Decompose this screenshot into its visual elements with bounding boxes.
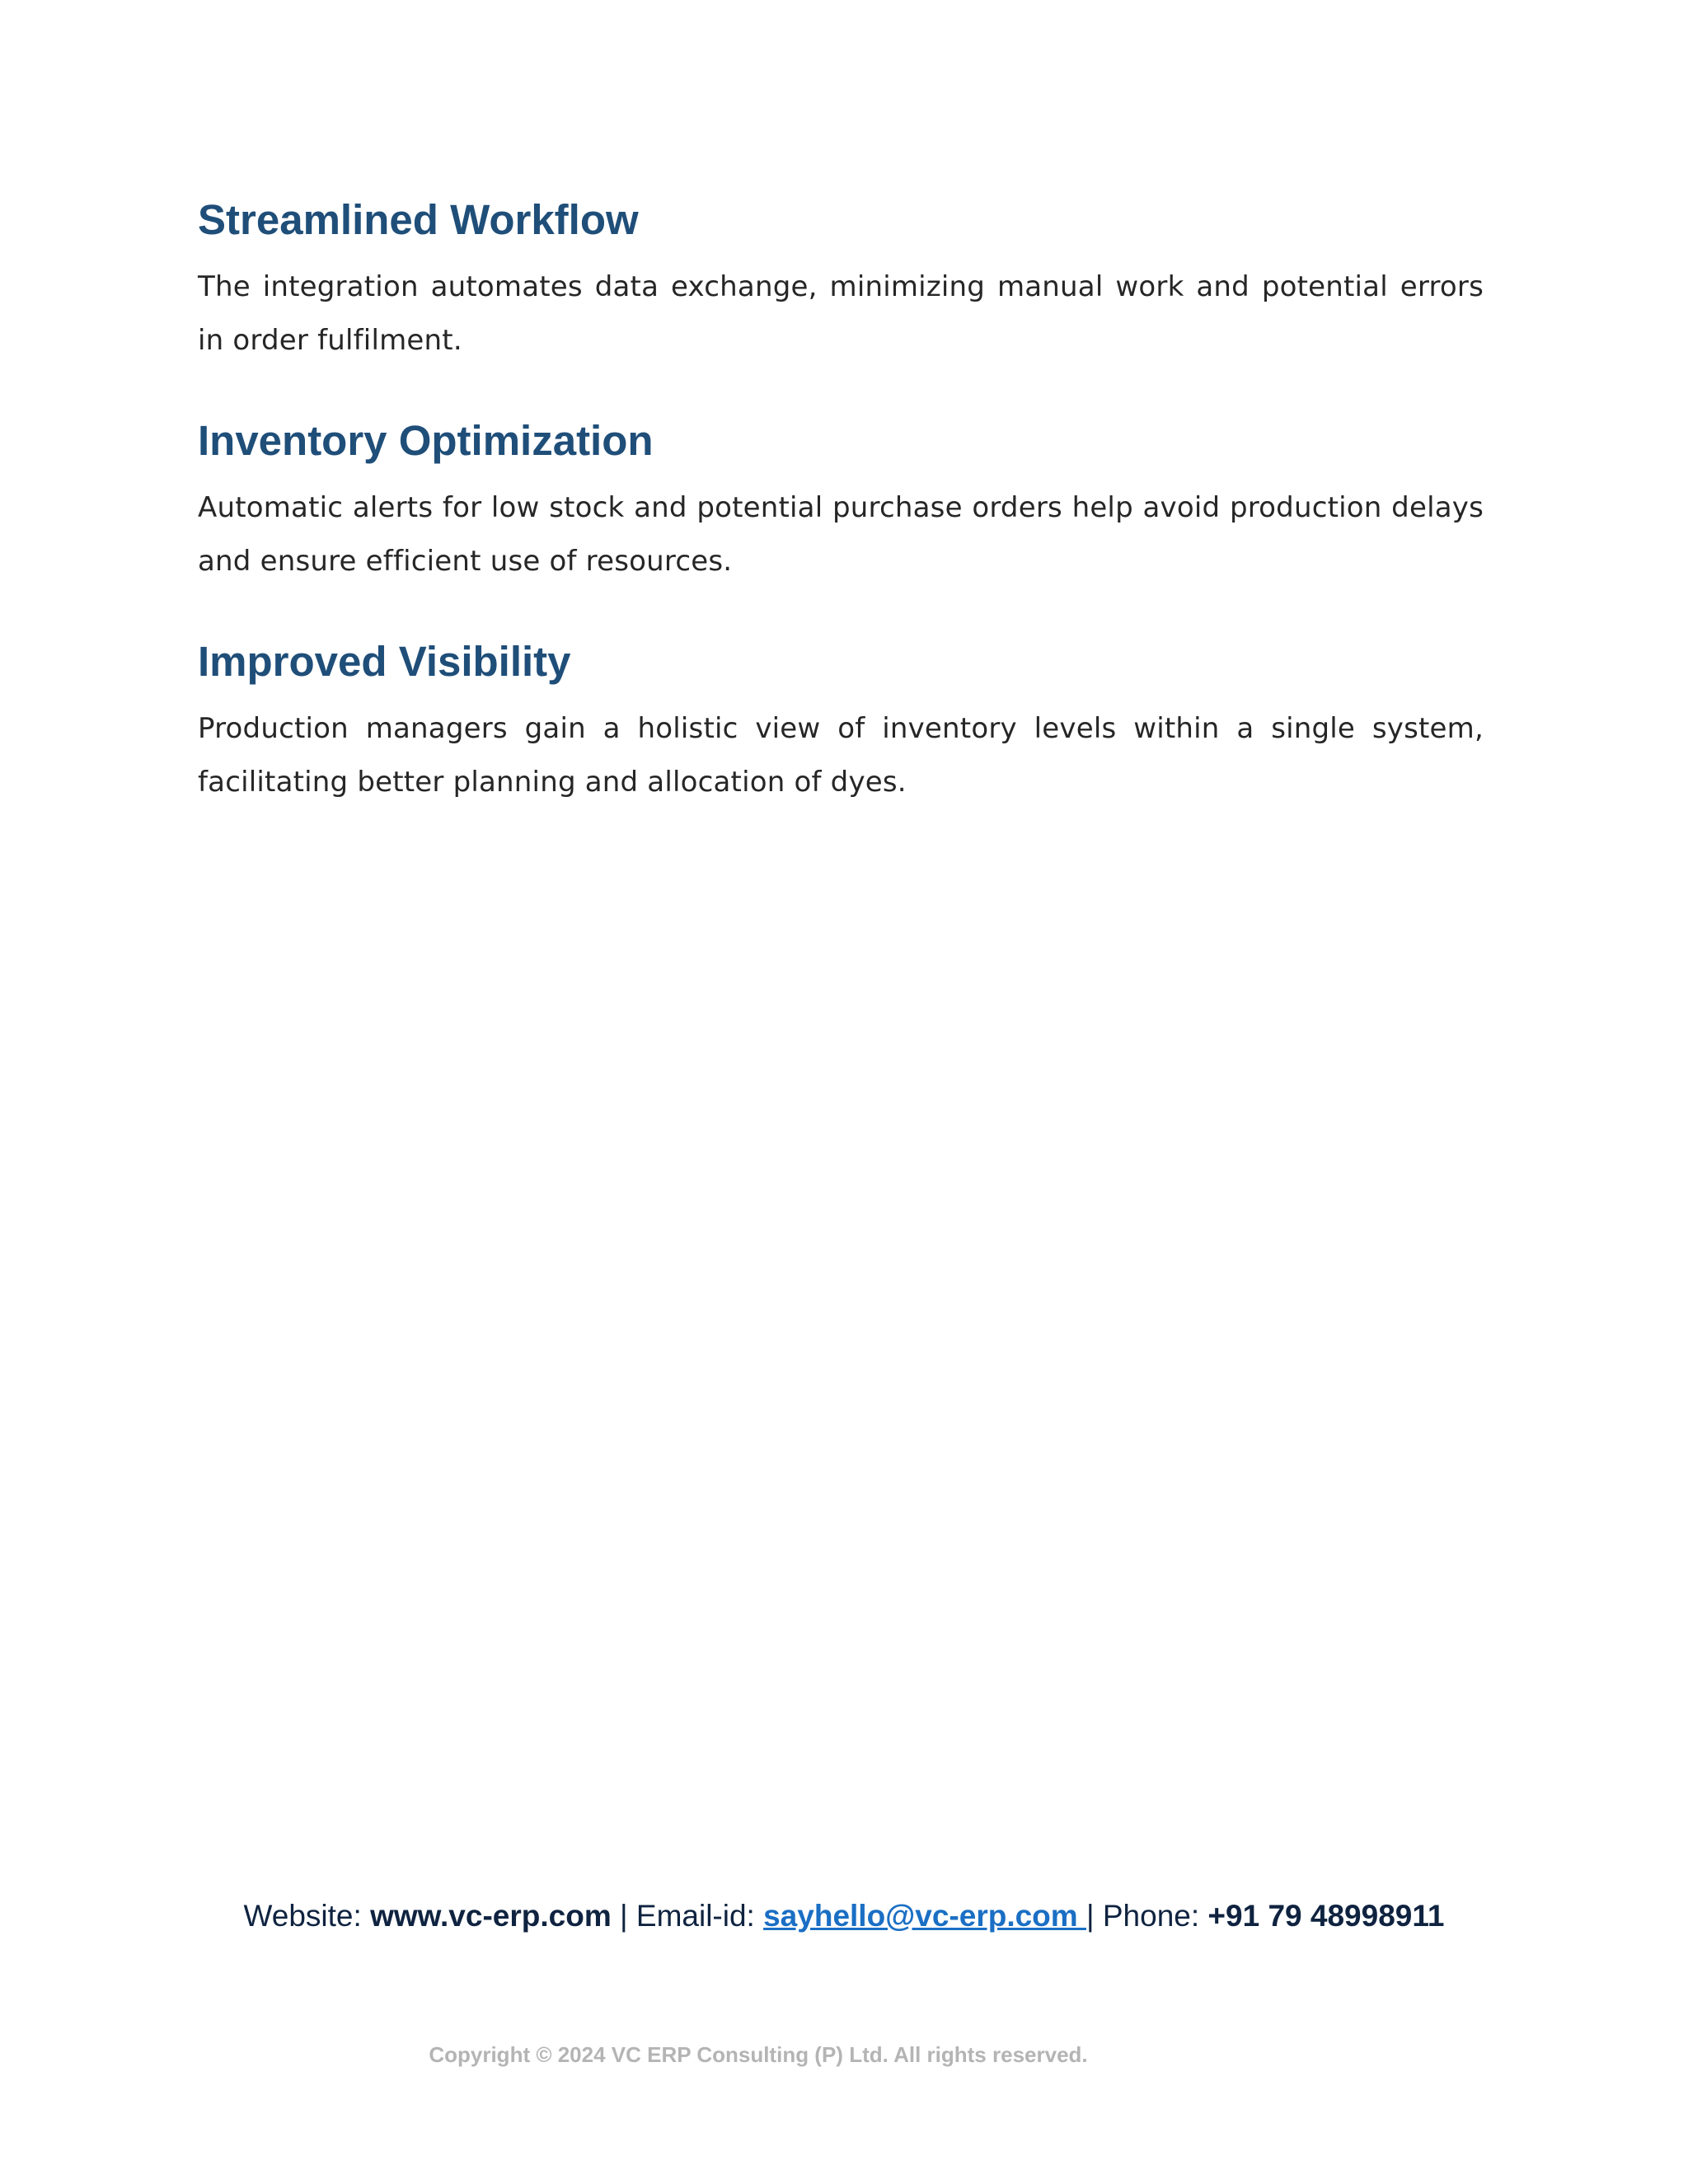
section-body: The integration automates data exchange, minimizing manual work and potential errors in order fulfilment.	[198, 270, 1484, 357]
section-streamlined-workflow	[198, 194, 1484, 368]
separator: |	[611, 1899, 636, 1933]
email-link[interactable]: sayhello@vc-erp.com	[763, 1899, 1086, 1933]
main-content	[198, 194, 1484, 857]
copyright-notice: Copyright © 2024 VC ERP Consulting (P) Ltd. All rights reserved.	[429, 2042, 1088, 2067]
website-link[interactable]: www.vc-erp.com	[370, 1899, 612, 1933]
contact-footer	[0, 1896, 1688, 1937]
section-heading: Improved Visibility	[198, 638, 571, 685]
website-label: Website:	[243, 1899, 371, 1933]
section-inventory-optimization	[198, 415, 1484, 588]
section-heading: Streamlined Workflow	[198, 196, 639, 243]
email-label: Email-id:	[635, 1899, 764, 1933]
separator: |	[1085, 1899, 1103, 1933]
section-body: Automatic alerts for low stock and potential purchase orders help avoid production delays and ensure efficient use of resources.	[198, 491, 1484, 578]
phone-label: Phone:	[1102, 1899, 1208, 1933]
section-improved-visibility	[198, 636, 1484, 809]
phone-number: +91 79 48998911	[1207, 1899, 1445, 1933]
section-heading: Inventory Optimization	[198, 417, 654, 464]
section-body: Production managers gain a holistic view of inventory levels within a single system, facilitating better planning and allocation of dyes.	[198, 712, 1484, 799]
